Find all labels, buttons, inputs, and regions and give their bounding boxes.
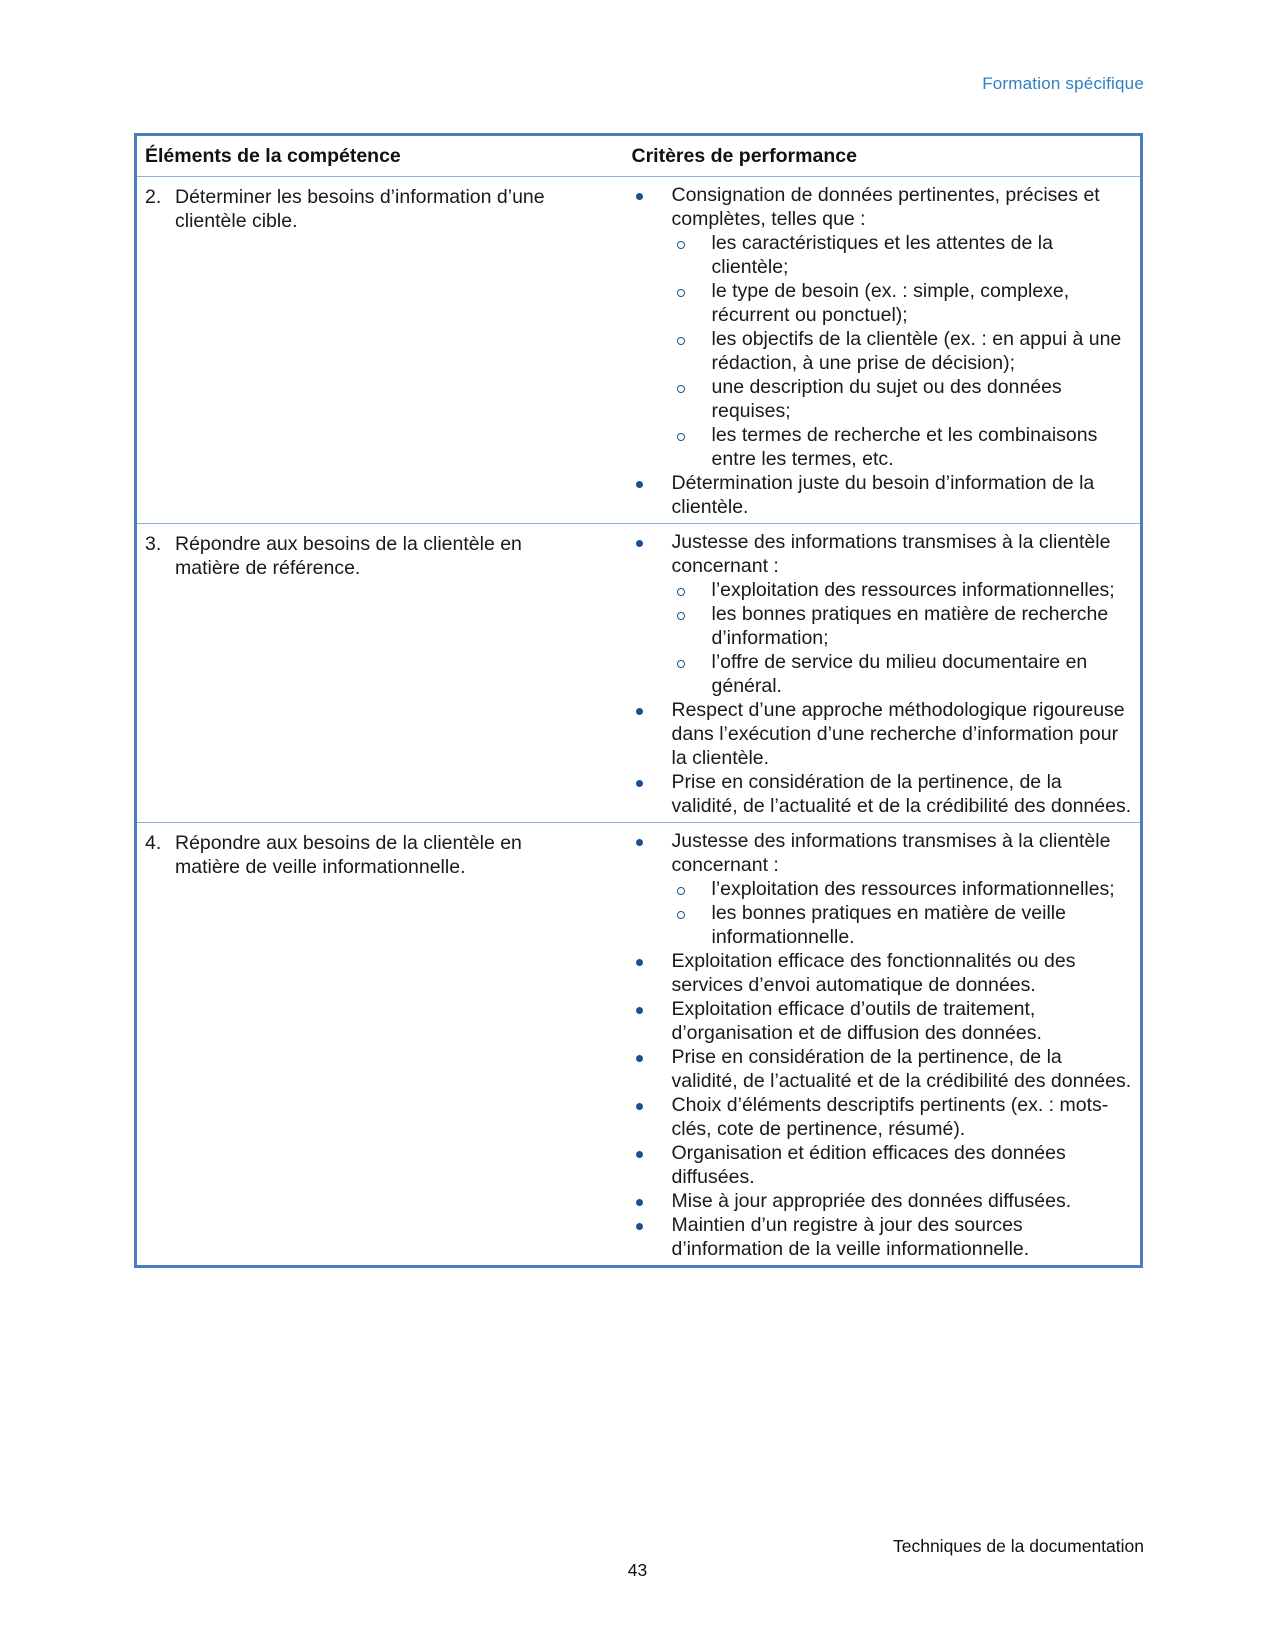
- bullet-icon: [636, 1223, 643, 1230]
- circle-bullet-icon: [677, 289, 685, 297]
- bullet-icon: [636, 1103, 643, 1110]
- sub-criterion-text: le type de besoin (ex. : simple, complexe, récurrent ou ponctuel);: [711, 280, 1070, 326]
- criterion-text: Consignation de données pertinentes, précises et complètes, telles que :: [671, 184, 1100, 230]
- criterion-text: Mise à jour appropriée des données diffusées.: [671, 1190, 1072, 1212]
- criterion-item: [632, 770, 1133, 818]
- criterion-item: [632, 183, 1133, 471]
- table-row: [136, 823, 1142, 1267]
- criterion-item: [632, 698, 1133, 770]
- sub-criterion-item: [672, 578, 1133, 602]
- table-row: [136, 524, 1142, 823]
- circle-bullet-icon: [677, 241, 685, 249]
- criterion-text: Choix d’éléments descriptifs pertinents (ex. : mots-clés, cote de pertinence, résumé).: [671, 1094, 1109, 1140]
- competence-element: [145, 831, 616, 879]
- bullet-icon: [636, 193, 643, 200]
- page-number: 43: [627, 1560, 648, 1580]
- bullet-icon: [636, 1199, 643, 1206]
- bullet-icon: [636, 1055, 643, 1062]
- circle-bullet-icon: [677, 385, 685, 393]
- section-header: Formation spécifique: [982, 74, 1144, 93]
- criterion-text: Exploitation efficace d’outils de traitement, d’organisation et de diffusion des données.: [671, 998, 1042, 1044]
- criteria-list: [632, 530, 1133, 818]
- criterion-text: Maintien d’un registre à jour des sources d’information de la veille informationnelle.: [671, 1214, 1030, 1260]
- bullet-icon: [636, 481, 643, 488]
- criteria-cell: [624, 177, 1142, 524]
- criterion-item: [632, 829, 1133, 949]
- sub-criterion-text: les bonnes pratiques en matière de veille informationnelle.: [711, 902, 1066, 948]
- criterion-item: [632, 949, 1133, 997]
- criteria-cell: [624, 823, 1142, 1267]
- element-cell: [136, 823, 624, 1267]
- element-text: Déterminer les besoins d’information d’une clientèle cible.: [175, 186, 545, 232]
- criterion-item: [632, 1093, 1133, 1141]
- sub-criterion-item: [672, 901, 1133, 949]
- footer-title: Techniques de la documentation: [892, 1536, 1144, 1556]
- criterion-item: [632, 997, 1133, 1045]
- bullet-icon: [636, 839, 643, 846]
- bullet-icon: [636, 708, 643, 715]
- element-text: Répondre aux besoins de la clientèle en matière de référence.: [175, 533, 522, 579]
- element-number: 2.: [145, 186, 162, 208]
- criterion-text: Prise en considération de la pertinence, de la validité, de l’actualité et de la crédibilité des données.: [671, 1046, 1132, 1092]
- bullet-icon: [636, 959, 643, 966]
- sub-criterion-text: l’exploitation des ressources informationnelles;: [711, 579, 1115, 601]
- criterion-text: Détermination juste du besoin d’information de la clientèle.: [671, 472, 1095, 518]
- competence-element: [145, 532, 616, 580]
- table-row: [136, 177, 1142, 524]
- circle-bullet-icon: [677, 612, 685, 620]
- element-number: 4.: [145, 832, 162, 854]
- col-header-criteria: Critères de performance: [624, 135, 1142, 177]
- criterion-text: Respect d’une approche méthodologique rigoureuse dans l’exécution d’une recherche d’information pour la clientèle.: [671, 699, 1125, 769]
- sub-criterion-text: les caractéristiques et les attentes de la clientèle;: [711, 232, 1053, 278]
- criteria-list: [632, 829, 1133, 1261]
- sub-criterion-text: une description du sujet ou des données requises;: [711, 376, 1062, 422]
- criterion-item: [632, 530, 1133, 698]
- sub-criterion-item: [672, 375, 1133, 423]
- competence-table: [134, 133, 1143, 1268]
- circle-bullet-icon: [677, 588, 685, 596]
- sub-criterion-item: [672, 231, 1133, 279]
- sub-criterion-text: les objectifs de la clientèle (ex. : en appui à une rédaction, à une prise de décision);: [711, 328, 1122, 374]
- bullet-icon: [636, 1151, 643, 1158]
- table-header-row: [136, 135, 1142, 177]
- bullet-icon: [636, 540, 643, 547]
- circle-bullet-icon: [677, 660, 685, 668]
- circle-bullet-icon: [677, 433, 685, 441]
- circle-bullet-icon: [677, 887, 685, 895]
- element-cell: [136, 524, 624, 823]
- criterion-text: Prise en considération de la pertinence, de la validité, de l’actualité et de la crédibilité des données.: [671, 771, 1132, 817]
- criterion-item: [632, 1045, 1133, 1093]
- criterion-item: [632, 471, 1133, 519]
- circle-bullet-icon: [677, 911, 685, 919]
- sub-criterion-text: les bonnes pratiques en matière de recherche d’information;: [711, 603, 1109, 649]
- element-text: Répondre aux besoins de la clientèle en matière de veille informationnelle.: [175, 832, 522, 878]
- criterion-text: Justesse des informations transmises à la clientèle concernant :: [671, 531, 1111, 577]
- sub-criterion-text: l’exploitation des ressources informationnelles;: [711, 878, 1115, 900]
- criterion-item: [632, 1213, 1133, 1261]
- criterion-text: Organisation et édition efficaces des données diffusées.: [671, 1142, 1066, 1188]
- bullet-icon: [636, 780, 643, 787]
- sub-criterion-text: les termes de recherche et les combinaisons entre les termes, etc.: [711, 424, 1098, 470]
- sub-criterion-text: l’offre de service du milieu documentaire en général.: [711, 651, 1088, 697]
- criteria-cell: [624, 524, 1142, 823]
- sub-criteria-list: [672, 877, 1133, 949]
- sub-criterion-item: [672, 327, 1133, 375]
- competence-element: [145, 185, 616, 233]
- sub-criterion-item: [672, 602, 1133, 650]
- criterion-text: Exploitation efficace des fonctionnalités ou des services d’envoi automatique de données.: [671, 950, 1076, 996]
- sub-criteria-list: [672, 231, 1133, 471]
- criterion-item: [632, 1141, 1133, 1189]
- bullet-icon: [636, 1007, 643, 1014]
- element-cell: [136, 177, 624, 524]
- col-header-elements: Éléments de la compétence: [136, 135, 624, 177]
- criterion-text: Justesse des informations transmises à la clientèle concernant :: [671, 830, 1111, 876]
- circle-bullet-icon: [677, 337, 685, 345]
- sub-criterion-item: [672, 877, 1133, 901]
- sub-criterion-item: [672, 423, 1133, 471]
- criterion-item: [632, 1189, 1133, 1213]
- sub-criterion-item: [672, 650, 1133, 698]
- sub-criterion-item: [672, 279, 1133, 327]
- sub-criteria-list: [672, 578, 1133, 698]
- element-number: 3.: [145, 533, 162, 555]
- criteria-list: [632, 183, 1133, 519]
